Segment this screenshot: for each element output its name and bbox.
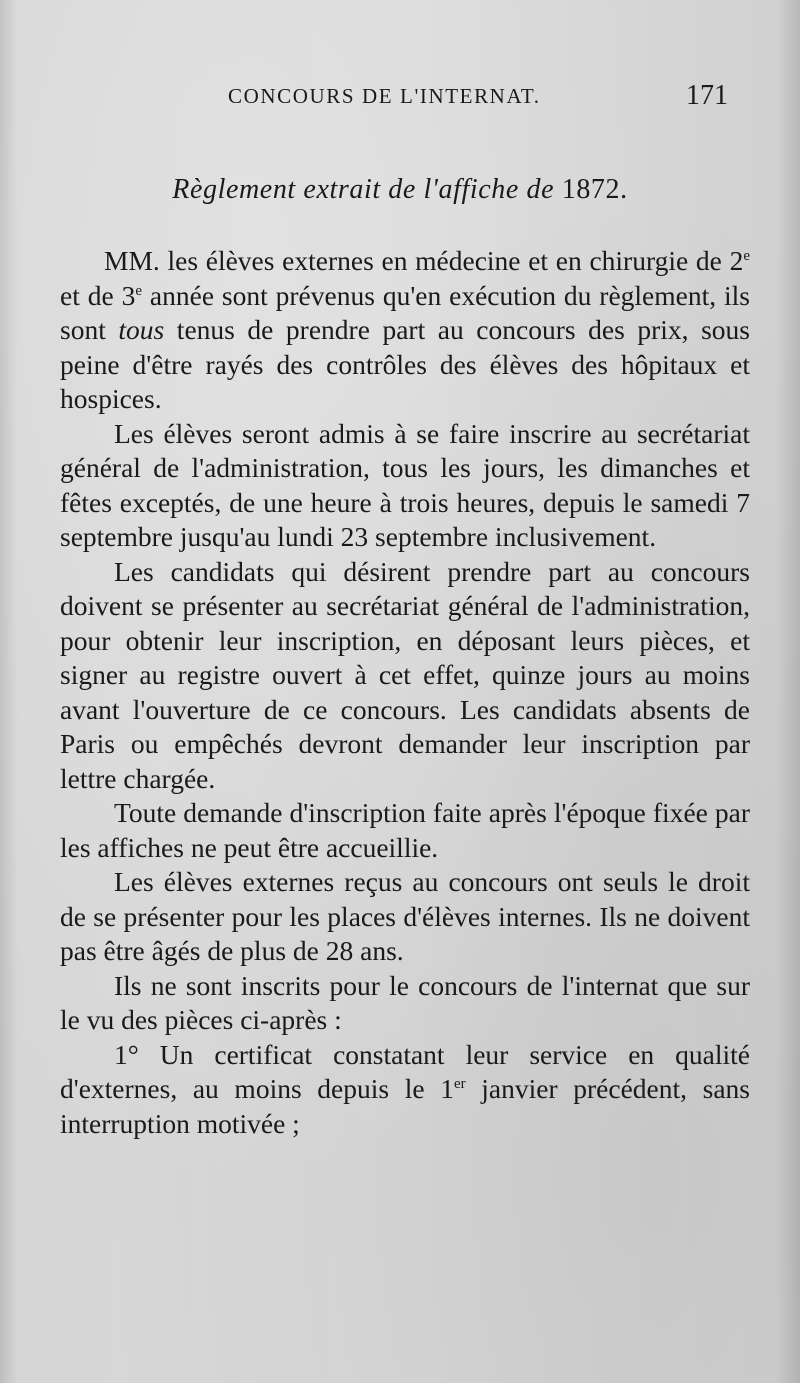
running-title: CONCOURS DE L'INTERNAT. bbox=[228, 84, 541, 108]
paragraph-1 bbox=[60, 244, 750, 417]
paragraph-6: Ils ne sont inscrits pour le concours de l'internat que sur le vu des pièces ci-après : bbox=[60, 969, 750, 1035]
superscript-e-1: e bbox=[743, 248, 750, 264]
paragraph-5: Les élèves externes reçus au concours ont seuls le droit de se présenter pour les places d'élèves internes. Ils ne doivent pas être âgés de plus de 28 ans. bbox=[60, 866, 750, 966]
superscript-er: er bbox=[453, 1076, 466, 1092]
paragraph-1-part-c: année sont prévenus qu'en exécution du règlement, ils sont bbox=[60, 279, 750, 345]
paragraph-7-part-b: janvier précédent, sans interruption motivée ; bbox=[60, 1073, 750, 1139]
section-title-text: Règlement extrait de l'affiche de bbox=[172, 174, 555, 205]
body-text bbox=[60, 244, 750, 1141]
page-header bbox=[0, 80, 800, 118]
paragraph-7 bbox=[60, 1038, 750, 1142]
page-number: 171 bbox=[686, 80, 728, 111]
paragraph-2: Les élèves seront admis à se faire inscrire au secrétariat général de l'administration, tous les jours, les dimanches et fêtes exceptés, de une heure à trois heures, depuis le samedi 7 septembre jusqu'au lundi 23 septembre inclusivement. bbox=[60, 417, 750, 552]
paragraph-7-part-a: 1° Un certificat constatant leur service en qualité d'externes, au moins depuis le 1 bbox=[60, 1038, 750, 1104]
paragraph-1-part-d: tenus de prendre part au concours des prix, sous peine d'être rayés des contrôles des élèves des hôpitaux et hospices. bbox=[60, 314, 750, 414]
paragraph-1-emphasis: tous bbox=[118, 314, 165, 345]
paragraph-1-part-b: et de 3 bbox=[60, 279, 136, 311]
paragraph-3: Les candidats qui désirent prendre part au concours doivent se présenter au secrétariat général de l'administration, pour obtenir leur inscription, en déposant leurs pièces, et signer au registre ouvert à cet effet, quinze jours au moins avant l'ouverture de ce concours. Les candidats absents de Paris ou empêchés devront demander leur inscription par lettre chargée. bbox=[60, 555, 750, 794]
section-title-year: 1872. bbox=[561, 174, 628, 205]
paragraph-1-part-a: MM. les élèves externes en médecine et en chirurgie de 2 bbox=[104, 245, 744, 276]
section-title bbox=[0, 174, 800, 206]
superscript-e-2: e bbox=[135, 282, 143, 299]
paragraph-4: Toute demande d'inscription faite après l'époque fixée par les affiches ne peut être accueillie. bbox=[60, 797, 750, 863]
